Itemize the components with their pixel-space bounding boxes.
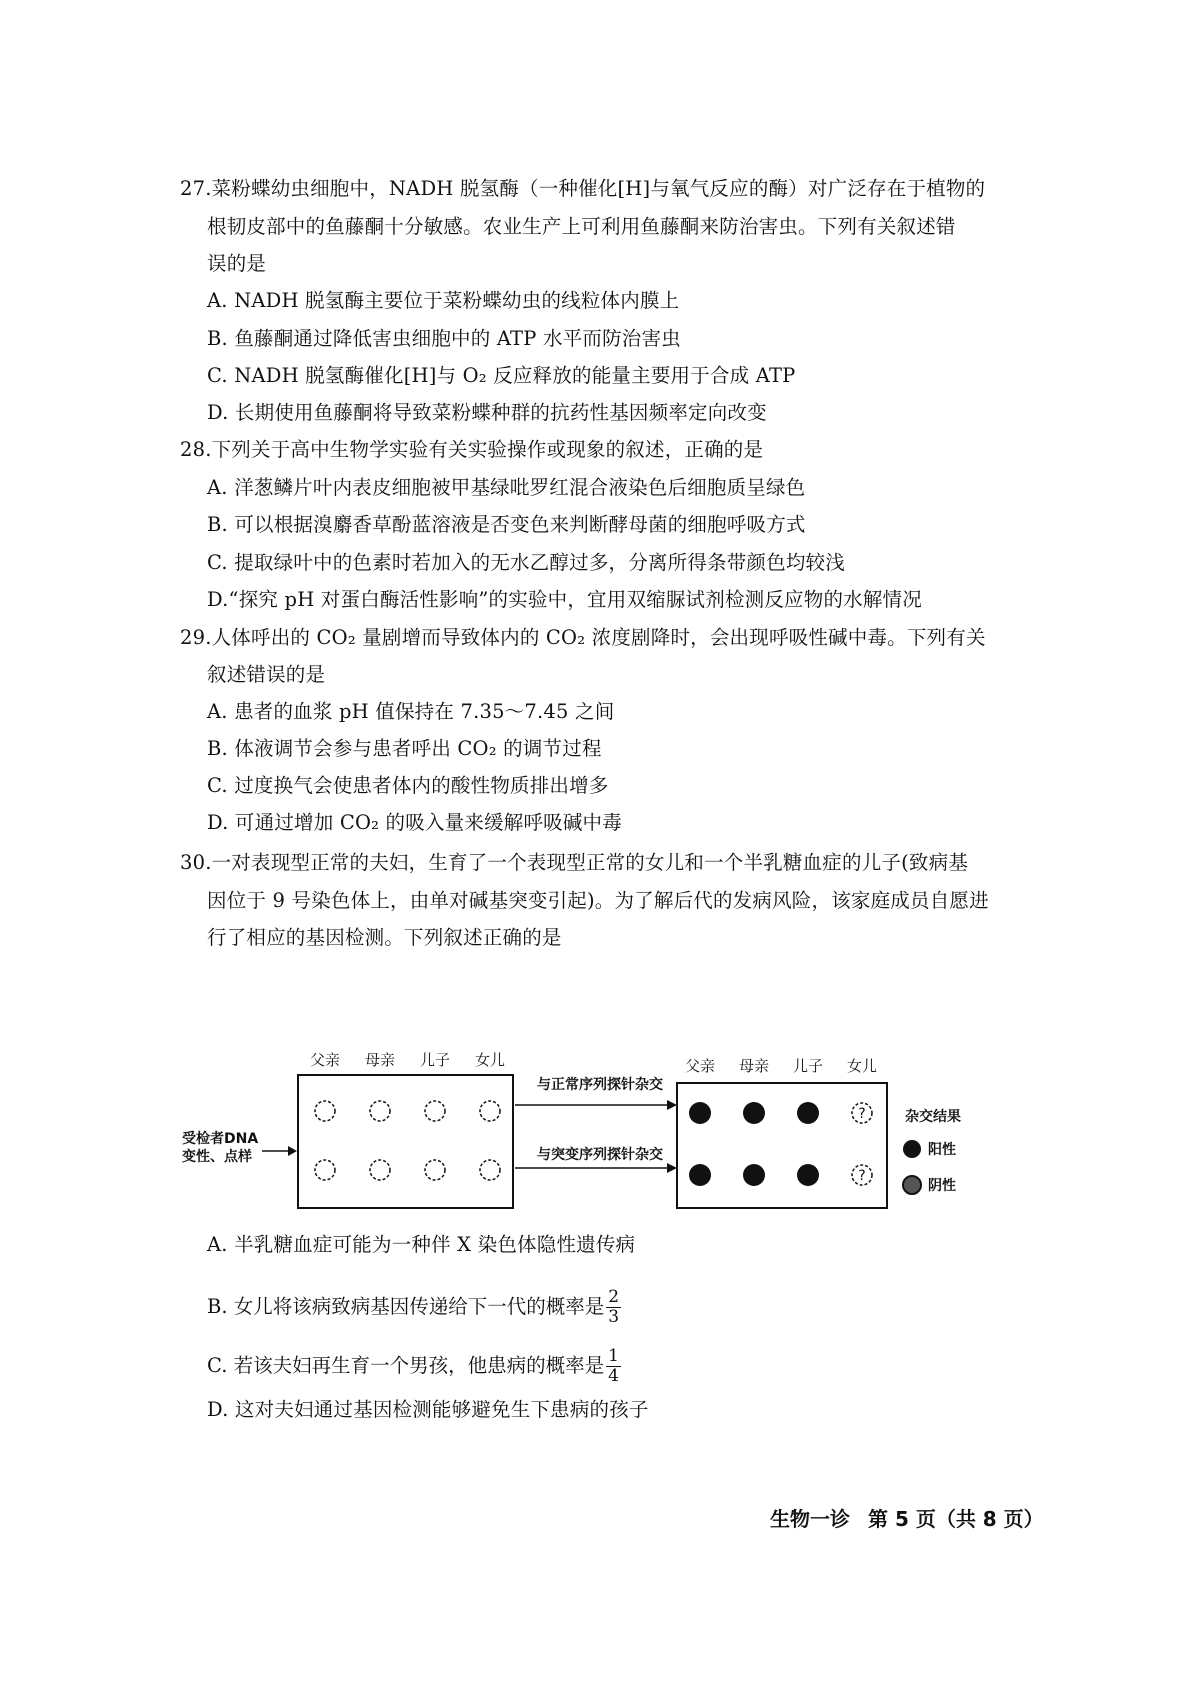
q27-option-b: B. 鱼藤酮通过降低害虫细胞中的 ATP 水平而防治害虫 [207, 327, 681, 350]
result-unknown-mark-normal-probe-女儿: ? [858, 1106, 866, 1122]
right-label-mother: 母亲 [738, 1057, 770, 1075]
q29-stem-line-2: 叙述错误的是 [207, 663, 326, 686]
q28-option-b: B. 可以根据溴麝香草酚蓝溶液是否变色来判断酵母菌的细胞呼吸方式 [207, 513, 806, 536]
page-footer [770, 1503, 1044, 1532]
q29-stem-line-1: 29.人体呼出的 CO₂ 量剧增而导致体内的 CO₂ 浓度剧降时，会出现呼吸性碱中毒。下列有关 [180, 626, 986, 649]
q29-option-d: D. 可通过增加 CO₂ 的吸入量来缓解呼吸碱中毒 [207, 811, 622, 834]
q30-option-c-numerator: 1 [608, 1346, 619, 1366]
footer-subject: 生物一诊 [770, 1507, 850, 1531]
q30-stem-line-2: 因位于 9 号染色体上，由单对碱基突变引起)。为了解后代的发病风险，该家庭成员自愿进 [207, 889, 989, 912]
q30-option-a: A. 半乳糖血症可能为一种伴 X 染色体隐性遗传病 [207, 1233, 636, 1256]
sample-spot-row2-父亲 [315, 1160, 335, 1180]
membrane-spots-after [689, 1102, 872, 1186]
q28-option-a: A. 洋葱鳞片叶内表皮细胞被甲基绿吡罗红混合液染色后细胞质呈绿色 [207, 476, 806, 499]
q30-option-b-denominator: 3 [608, 1307, 620, 1327]
sample-spot-row1-母亲 [370, 1101, 390, 1121]
left-label-son: 儿子 [419, 1051, 451, 1069]
sample-spot-row1-女儿 [480, 1101, 500, 1121]
dot-blot-diagram [180, 1045, 1080, 1215]
result-positive-spot-normal-probe-父亲 [689, 1102, 711, 1124]
input-label-line-1: 受检者DNA [182, 1131, 259, 1147]
left-label-daughter: 女儿 [474, 1051, 506, 1069]
q27-stem-line-3: 误的是 [207, 252, 267, 275]
probe-normal-arrowhead [667, 1100, 677, 1110]
q30-option-d: D. 这对夫妇通过基因检测能够避免生下患病的孩子 [207, 1398, 649, 1421]
sample-spot-row1-父亲 [315, 1101, 335, 1121]
left-label-mother: 母亲 [364, 1051, 396, 1069]
q30-option-b-fraction [606, 1288, 621, 1327]
q29-option-a: A. 患者的血浆 pH 值保持在 7.35～7.45 之间 [207, 700, 615, 723]
q30-option-c-denominator: 4 [608, 1366, 619, 1386]
result-positive-spot-normal-probe-儿子 [797, 1102, 819, 1124]
q30-option-c [207, 1347, 621, 1386]
sample-spot-row2-女儿 [480, 1160, 500, 1180]
q27-option-d: D. 长期使用鱼藤酮将导致菜粉蝶种群的抗药性基因频率定向改变 [207, 401, 767, 424]
q30-option-c-text: C. 若该夫妇再生育一个男孩，他患病的概率是 [207, 1354, 605, 1377]
q30-option-b-numerator: 2 [608, 1287, 620, 1307]
probe-normal-label: 与正常序列探针杂交 [537, 1077, 663, 1093]
result-positive-spot-mutant-probe-儿子 [797, 1164, 819, 1186]
sample-spot-row2-母亲 [370, 1160, 390, 1180]
right-label-son: 儿子 [792, 1057, 824, 1075]
legend-positive-label: 阳性 [928, 1142, 956, 1158]
input-label-line-2: 变性、点样 [182, 1149, 252, 1165]
sample-spot-row1-儿子 [425, 1101, 445, 1121]
probe-mutant-label: 与突变序列探针杂交 [537, 1147, 663, 1163]
left-label-father: 父亲 [309, 1051, 341, 1069]
legend-negative-dot [903, 1176, 921, 1194]
q27-option-c: C. NADH 脱氢酶催化[H]与 O₂ 反应释放的能量主要用于合成 ATP [207, 364, 796, 387]
q27-option-a: A. NADH 脱氢酶主要位于菜粉蝶幼虫的线粒体内膜上 [207, 289, 680, 312]
legend-negative-label: 阴性 [928, 1178, 956, 1194]
q30-option-c-fraction [606, 1347, 621, 1386]
probe-mutant-arrowhead [667, 1163, 677, 1173]
q30-stem-line-3: 行了相应的基因检测。下列叙述正确的是 [207, 926, 562, 949]
q27-stem-line-1: 27.菜粉蝶幼虫细胞中，NADH 脱氢酶（一种催化[H]与氧气反应的酶）对广泛存在于植物的 [180, 177, 986, 200]
membrane-spots-before [315, 1101, 500, 1180]
result-unknown-mark-mutant-probe-女儿: ? [858, 1168, 866, 1184]
q30-stem-line-1: 30.一对表现型正常的夫妇，生育了一个表现型正常的女儿和一个半乳糖血症的儿子(致病基 [180, 851, 969, 874]
membrane-after [677, 1083, 887, 1208]
q29-option-c: C. 过度换气会使患者体内的酸性物质排出增多 [207, 774, 609, 797]
q28-option-c: C. 提取绿叶中的色素时若加入的无水乙醇过多，分离所得条带颜色均较浅 [207, 551, 845, 574]
q27-stem-line-2: 根韧皮部中的鱼藤酮十分敏感。农业生产上可利用鱼藤酮来防治害虫。下列有关叙述错 [207, 215, 956, 238]
legend-positive-dot [903, 1140, 921, 1158]
footer-page-number: 第 5 页（共 8 页） [868, 1507, 1044, 1531]
sample-spot-row2-儿子 [425, 1160, 445, 1180]
result-positive-spot-normal-probe-母亲 [743, 1102, 765, 1124]
right-label-daughter: 女儿 [846, 1057, 878, 1075]
q29-option-b: B. 体液调节会参与患者呼出 CO₂ 的调节过程 [207, 737, 602, 760]
right-label-father: 父亲 [684, 1057, 716, 1075]
q30-option-b [207, 1288, 621, 1327]
q28-option-d: D.“探究 pH 对蛋白酶活性影响”的实验中，宜用双缩脲试剂检测反应物的水解情况 [207, 588, 922, 611]
result-positive-spot-mutant-probe-母亲 [743, 1164, 765, 1186]
legend-title: 杂交结果 [905, 1109, 961, 1125]
q28-stem: 28.下列关于高中生物学实验有关实验操作或现象的叙述，正确的是 [180, 438, 764, 461]
membrane-before [298, 1075, 513, 1208]
result-positive-spot-mutant-probe-父亲 [689, 1164, 711, 1186]
input-arrowhead [288, 1146, 297, 1156]
q30-option-b-text: B. 女儿将该病致病基因传递给下一代的概率是 [207, 1295, 605, 1318]
